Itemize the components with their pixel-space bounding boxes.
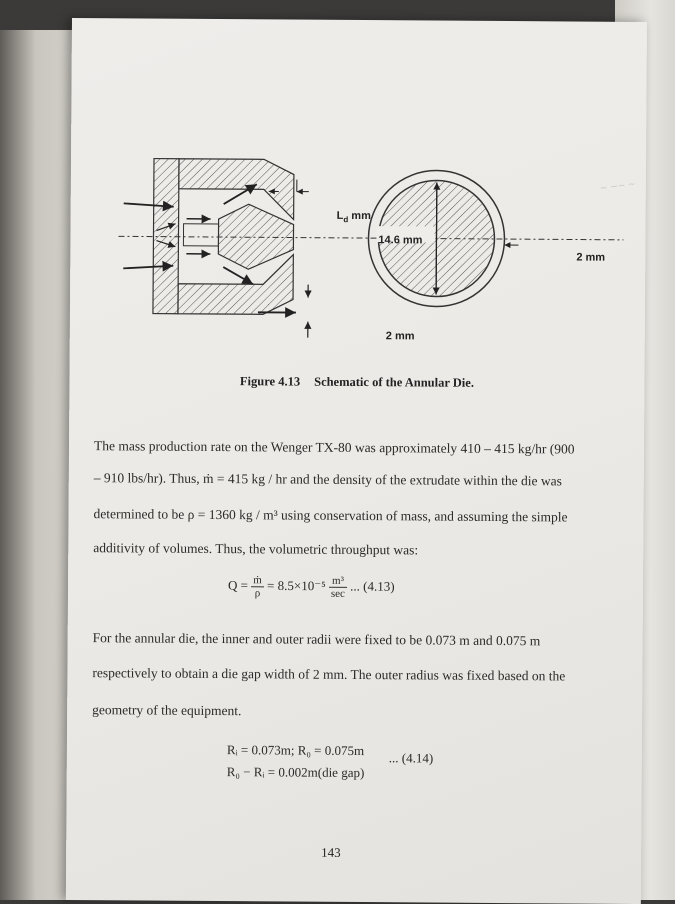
equation-4-14-tag: ... (4.14) [389, 750, 434, 766]
figure-caption [69, 373, 644, 392]
equation-4-14 [227, 739, 365, 784]
pencil-marks: ~ ~~ ~ [599, 179, 636, 194]
equation-4-14-line-1: Rᵢ = 0.073m; R₀ = 0.075m [227, 739, 365, 762]
gap-label-left: 2 mm [386, 330, 415, 342]
caption-number: Figure 4.13 [240, 374, 300, 388]
equation-4-13: Q = $\frac{\text{ṁ}}{\rho}$ = 8.5×10⁻⁵ $\frac{\text{m³}}{\sec}$ ... (4.13) [228, 574, 395, 600]
die-schematic [118, 148, 629, 362]
ld-label: $L_d$ mm [337, 210, 371, 224]
paragraph-2-line-2: respectively to obtain a die gap width of 2 mm. The outer radius was fixed based on the [92, 665, 612, 685]
paragraph-2-line-3: geometry of the equipment. [92, 702, 612, 722]
paragraph-1-line-2: – 910 lbs/hr). Thus, ṁ = 415 kg / hr and the density of the extrudate within the die was [94, 470, 614, 490]
paragraph-1-line-1: The mass production rate on the Wenger TX-80 was approximately 410 – 415 kg/hr (900 [94, 438, 614, 458]
equation-4-14-line-2: R₀ − Rᵢ = 0.002m(die gap) [227, 761, 365, 784]
paragraph-1-line-3: determined to be ρ = 1360 kg / m³ using conservation of mass, and assuming the simple [93, 506, 613, 526]
unit-fraction: $\frac{\text{m³}}{\sec}$ [329, 575, 347, 600]
center-line [118, 236, 623, 240]
paragraph-2-line-1: For the annular die, the inner and outer radii were fixed to be 0.073 m and 0.075 m [93, 630, 613, 650]
paragraph-1-line-4: additivity of volumes. Thus, the volumetric throughput was: [93, 540, 613, 560]
gap-label-right: 2 mm [576, 252, 605, 264]
annular-die-figure [118, 148, 629, 362]
caption-text: Schematic of the Annular Die. [314, 375, 474, 390]
mass-over-density: $\frac{\text{ṁ}}{\rho}$ [251, 574, 264, 599]
page-number: 143 [321, 845, 341, 861]
diameter-label: 14.6 mm [378, 234, 422, 246]
die-core [218, 204, 293, 270]
die-insert [183, 224, 218, 246]
book-page [66, 18, 647, 904]
